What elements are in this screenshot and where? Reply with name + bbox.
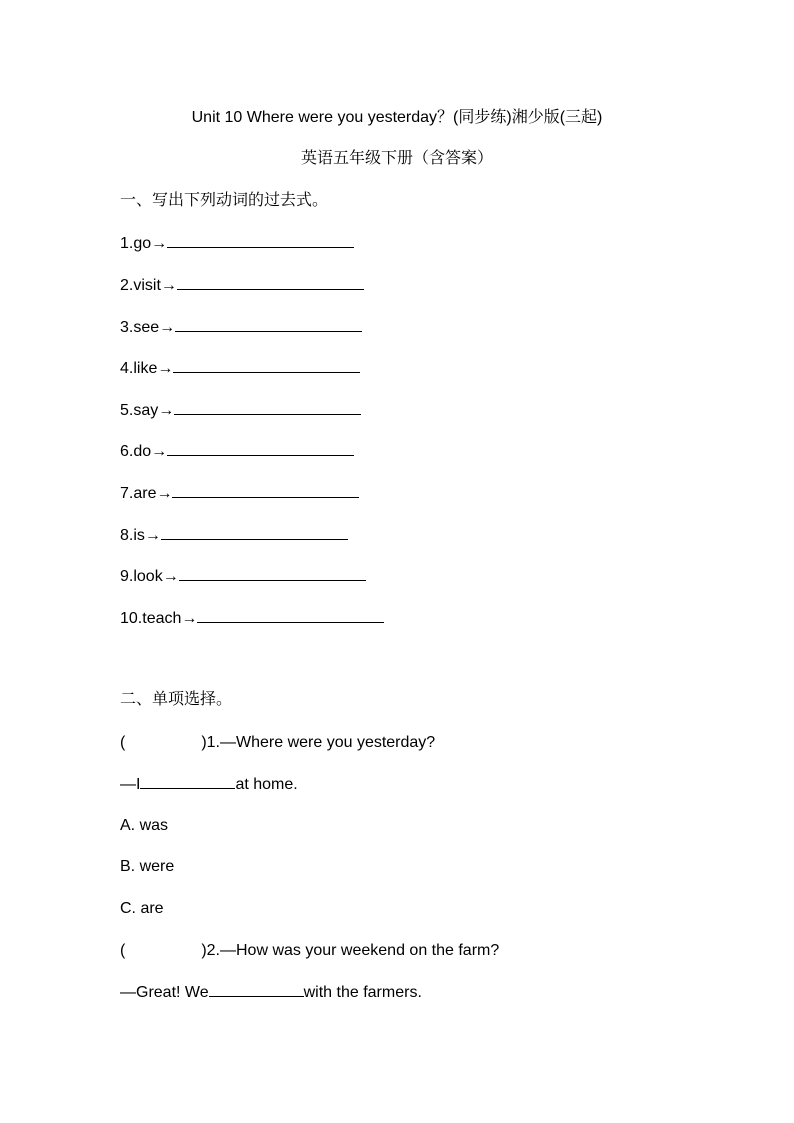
document-title: Unit 10 Where were you yesterday？(同步练)湘少版(三起) xyxy=(191,109,603,126)
question-text: )1.—Where were you yesterday? xyxy=(201,734,436,751)
document-subtitle: 英语五年级下册（含答案） xyxy=(300,150,493,167)
section1-heading: 一、写出下列动词的过去式。 xyxy=(120,192,329,209)
answer-blank[interactable] xyxy=(179,566,366,581)
response-prefix: —I xyxy=(120,776,141,793)
answer-blank[interactable] xyxy=(197,608,384,623)
answer-blank[interactable] xyxy=(177,275,364,290)
exercise-item xyxy=(120,566,366,587)
option-a: A. was xyxy=(120,817,169,834)
option-c: C. are xyxy=(120,900,164,917)
answer-blank[interactable] xyxy=(161,525,348,540)
answer-blank[interactable] xyxy=(167,441,354,456)
question-stem xyxy=(120,733,435,753)
answer-paren-open: ( xyxy=(120,942,126,959)
exercise-label: 8.is→ xyxy=(120,527,161,544)
exercise-label: 4.like→ xyxy=(120,360,174,377)
exercise-label: 10.teach→ xyxy=(120,610,198,627)
exercise-label: 1.go→ xyxy=(120,235,168,252)
exercise-item xyxy=(120,483,359,504)
exercise-item xyxy=(120,525,348,546)
answer-blank[interactable] xyxy=(140,774,235,789)
question-response-line xyxy=(120,774,298,795)
answer-paren-open: ( xyxy=(120,734,126,751)
answer-blank[interactable] xyxy=(175,317,362,332)
answer-blank[interactable] xyxy=(209,982,304,997)
response-suffix: at home. xyxy=(235,776,298,793)
exercise-item xyxy=(120,608,384,629)
exercise-label: 7.are→ xyxy=(120,485,173,502)
question-text: )2.—How was your weekend on the farm? xyxy=(201,942,500,959)
section2-heading: 二、单项选择。 xyxy=(120,691,233,708)
answer-blank[interactable] xyxy=(174,400,361,415)
answer-blank[interactable] xyxy=(172,483,359,498)
exercise-item xyxy=(120,317,362,338)
response-prefix: —Great! We xyxy=(120,984,209,1001)
exercise-item xyxy=(120,233,354,254)
exercise-label: 3.see→ xyxy=(120,319,176,336)
exercise-item xyxy=(120,358,360,379)
answer-blank[interactable] xyxy=(167,233,354,248)
question-response-line xyxy=(120,982,422,1003)
question-stem xyxy=(120,941,499,961)
option-b: B. were xyxy=(120,858,175,875)
exercise-label: 6.do→ xyxy=(120,443,168,460)
exercise-label: 9.look→ xyxy=(120,568,179,585)
response-suffix: with the farmers. xyxy=(303,984,422,1001)
exercise-item xyxy=(120,275,364,296)
exercise-label: 2.visit→ xyxy=(120,277,177,294)
exercise-label: 5.say→ xyxy=(120,402,175,419)
exercise-item xyxy=(120,441,354,462)
exercise-item xyxy=(120,400,361,421)
answer-blank[interactable] xyxy=(173,358,360,373)
